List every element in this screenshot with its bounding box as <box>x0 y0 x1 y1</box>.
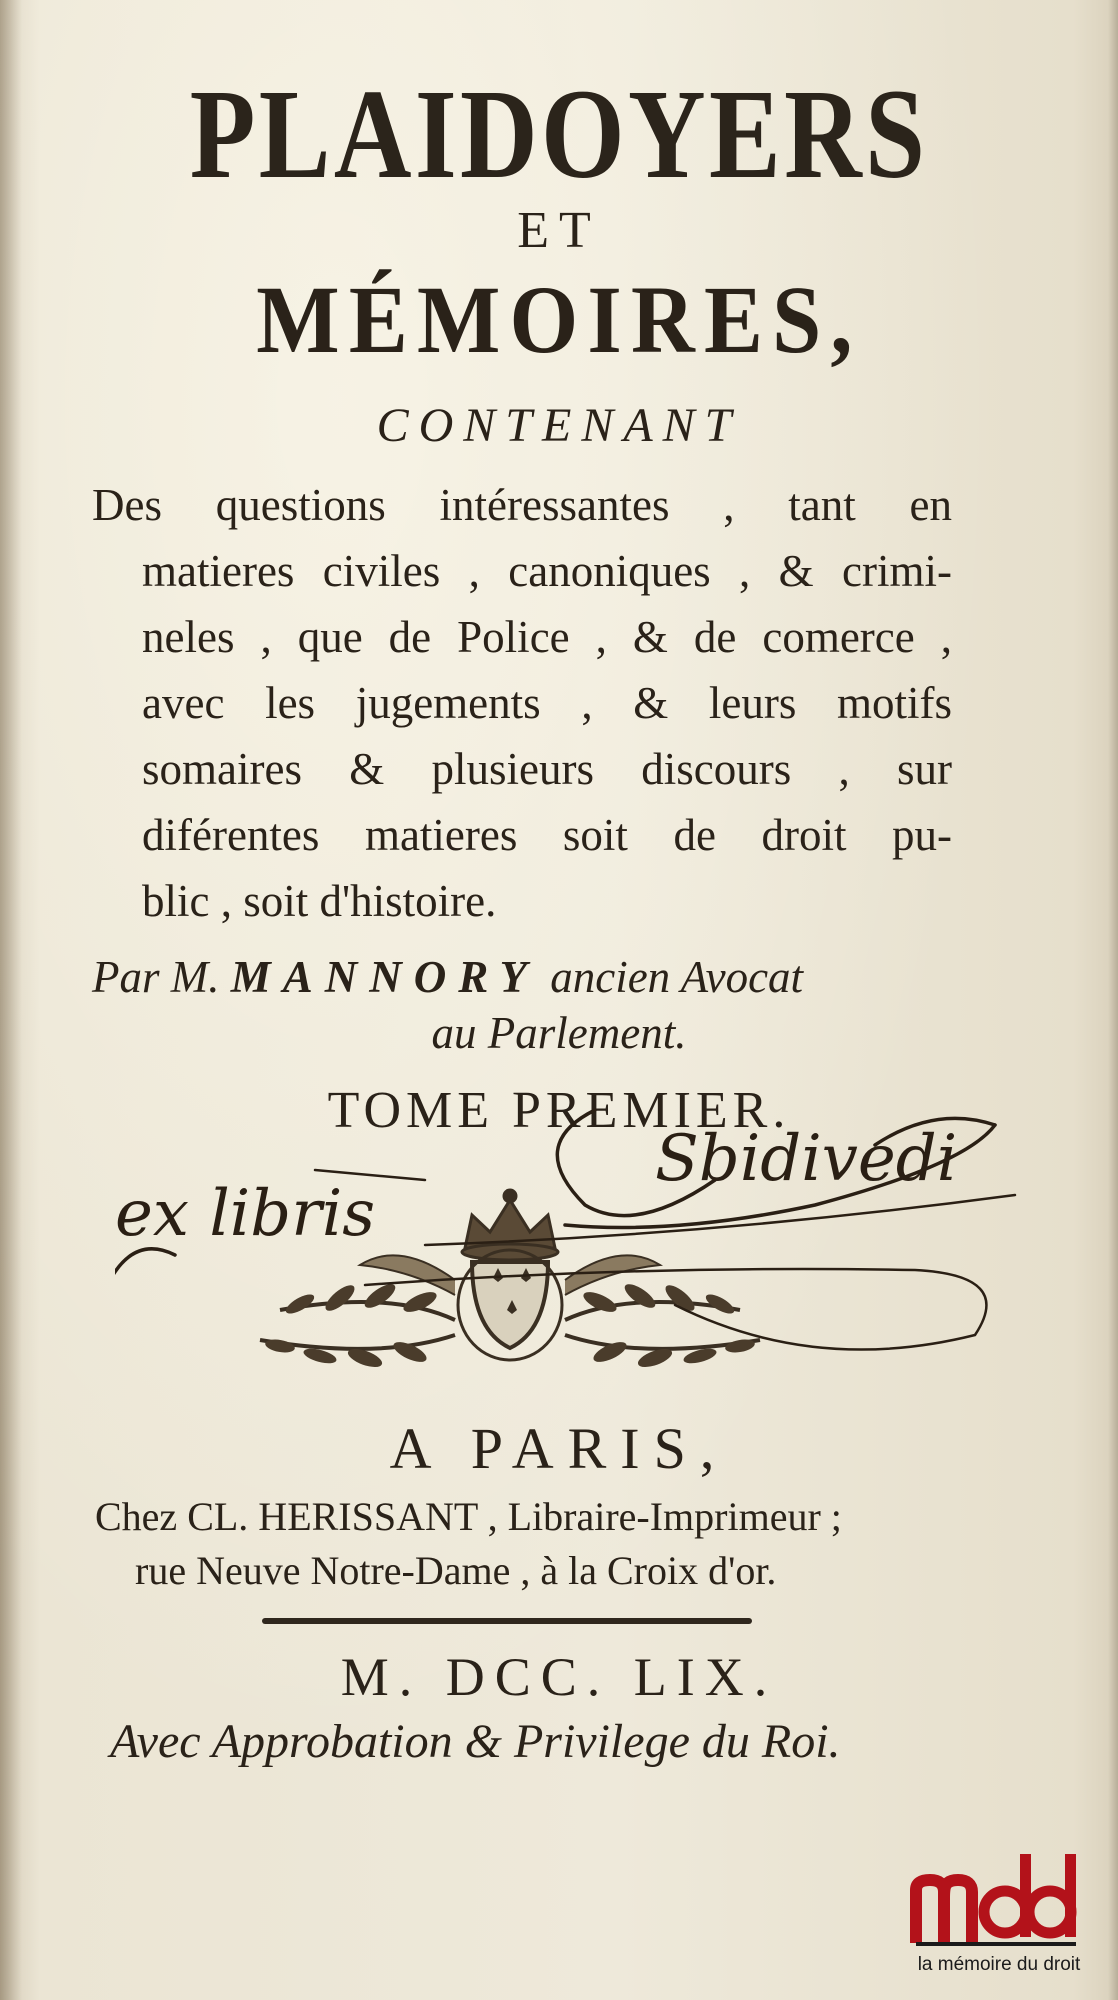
author-title: ancien Avocat <box>550 952 804 1002</box>
subtitle-lead: CONTENANT <box>376 399 742 452</box>
imprint-date: M. DCC. LIX. <box>340 1647 778 1707</box>
author-line <box>92 948 997 1006</box>
author-prefix: Par M. <box>92 952 220 1002</box>
description-line: avec les jugements , & leurs motifs <box>142 678 952 728</box>
mdd-logo <box>908 1842 1083 1982</box>
imprint-place: A PARIS, <box>389 1416 729 1481</box>
privilege-line: Avec Approbation & Privilege du Roi. <box>110 1715 841 1768</box>
author-title-continued: au Parlement. <box>431 1008 687 1058</box>
imprint-printer <box>95 1490 925 1598</box>
mdd-logo-mark <box>908 1842 1083 1952</box>
description-line: somaires & plusieurs discours , sur <box>142 744 952 794</box>
volume-label: TOME PREMIER. <box>327 1082 791 1139</box>
description-line: blic , soit d'histoire. <box>142 876 497 926</box>
imprint-rule <box>262 1618 752 1624</box>
logo-tagline: la mémoire du droit <box>917 1954 1081 1975</box>
printer-address: rue Neuve Notre-Dame , à la Croix d'or. <box>135 1548 777 1593</box>
owner-signature: Sbidivedi <box>655 1122 958 1196</box>
description-line: neles , que de Police , & de comerce , <box>142 612 952 662</box>
book-title-second: MÉMOIRES, <box>256 266 862 373</box>
description <box>92 472 952 934</box>
ex-libris-signature <box>115 1085 1115 1405</box>
description-line: Des questions intéressantes , tant en <box>92 480 952 530</box>
book-title: PLAIDOYERS <box>189 63 929 205</box>
printer-line: Chez CL. HERISSANT , Libraire-Imprimeur ; <box>95 1494 842 1539</box>
description-line: matieres civiles , canoniques , & crimi- <box>142 546 952 596</box>
title-conjunction: ET <box>517 202 601 259</box>
ex-libris-text: ex libris <box>115 1177 376 1251</box>
description-line: diférentes matieres soit de droit pu- <box>142 810 952 860</box>
author-name: MANNORY <box>230 952 539 1002</box>
